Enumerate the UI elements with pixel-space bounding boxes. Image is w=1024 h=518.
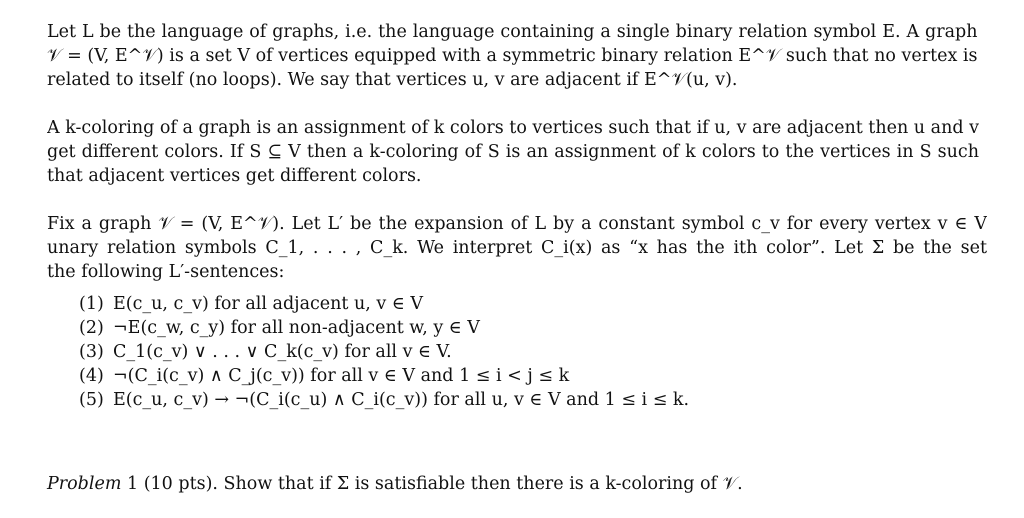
item-number: (4): [79, 366, 104, 386]
paragraph-coloring-definition: [47, 116, 979, 188]
item-number: (2): [79, 318, 104, 338]
problem-label: Problem: [47, 474, 122, 494]
item-number: (1): [79, 294, 104, 314]
sentence-list: [79, 292, 689, 412]
text-line: Let L be the language of graphs, i.e. the language containing a single binary relation symbol E. A graph: [47, 22, 978, 42]
item-number: (5): [79, 390, 104, 410]
list-item: [79, 316, 689, 340]
paragraph-expansion: [47, 212, 987, 284]
list-item: [79, 292, 689, 316]
item-text: C_1(c_v) ∨ . . . ∨ C_k(c_v) for all v ∈ V.: [113, 342, 452, 362]
list-item: [79, 388, 689, 412]
text-line: A k-coloring of a graph is an assignment of k colors to vertices such that if u, v are adjacent then u and v: [47, 118, 979, 138]
text-line: related to itself (no loops). We say that vertices u, v are adjacent if E^𝒱(u, v).: [47, 70, 738, 90]
problem-text: 1 (10 pts). Show that if Σ is satisfiable then there is a k-coloring of 𝒱.: [127, 474, 743, 494]
text-line: unary relation symbols C_1, . . . , C_k. We interpret C_i(x) as “x has the ith color”. Let Σ be the set: [47, 238, 987, 258]
item-number: (3): [79, 342, 104, 362]
problem-statement: [47, 472, 743, 496]
text-line: 𝒱 = (V, E^𝒱) is a set V of vertices equipped with a symmetric binary relation E^𝒱 such that no vertex is: [47, 46, 978, 66]
item-text: E(c_u, c_v) for all adjacent u, v ∈ V: [113, 294, 424, 314]
paragraph-graph-definition: [47, 20, 978, 92]
text-line: that adjacent vertices get different colors.: [47, 166, 422, 186]
text-line: the following L′-sentences:: [47, 262, 285, 282]
item-text: E(c_u, c_v) → ¬(C_i(c_u) ∧ C_i(c_v)) for all u, v ∈ V and 1 ≤ i ≤ k.: [113, 390, 690, 410]
list-item: [79, 340, 689, 364]
item-text: ¬E(c_w, c_y) for all non-adjacent w, y ∈ V: [113, 318, 480, 338]
text-line: Fix a graph 𝒱 = (V, E^𝒱). Let L′ be the expansion of L by a constant symbol c_v for every vertex v ∈ V: [47, 214, 987, 234]
list-item: [79, 364, 689, 388]
text-line: get different colors. If S ⊆ V then a k-coloring of S is an assignment of k colors to the vertices in S such: [47, 142, 979, 162]
item-text: ¬(C_i(c_v) ∧ C_j(c_v)) for all v ∈ V and 1 ≤ i < j ≤ k: [113, 366, 570, 386]
